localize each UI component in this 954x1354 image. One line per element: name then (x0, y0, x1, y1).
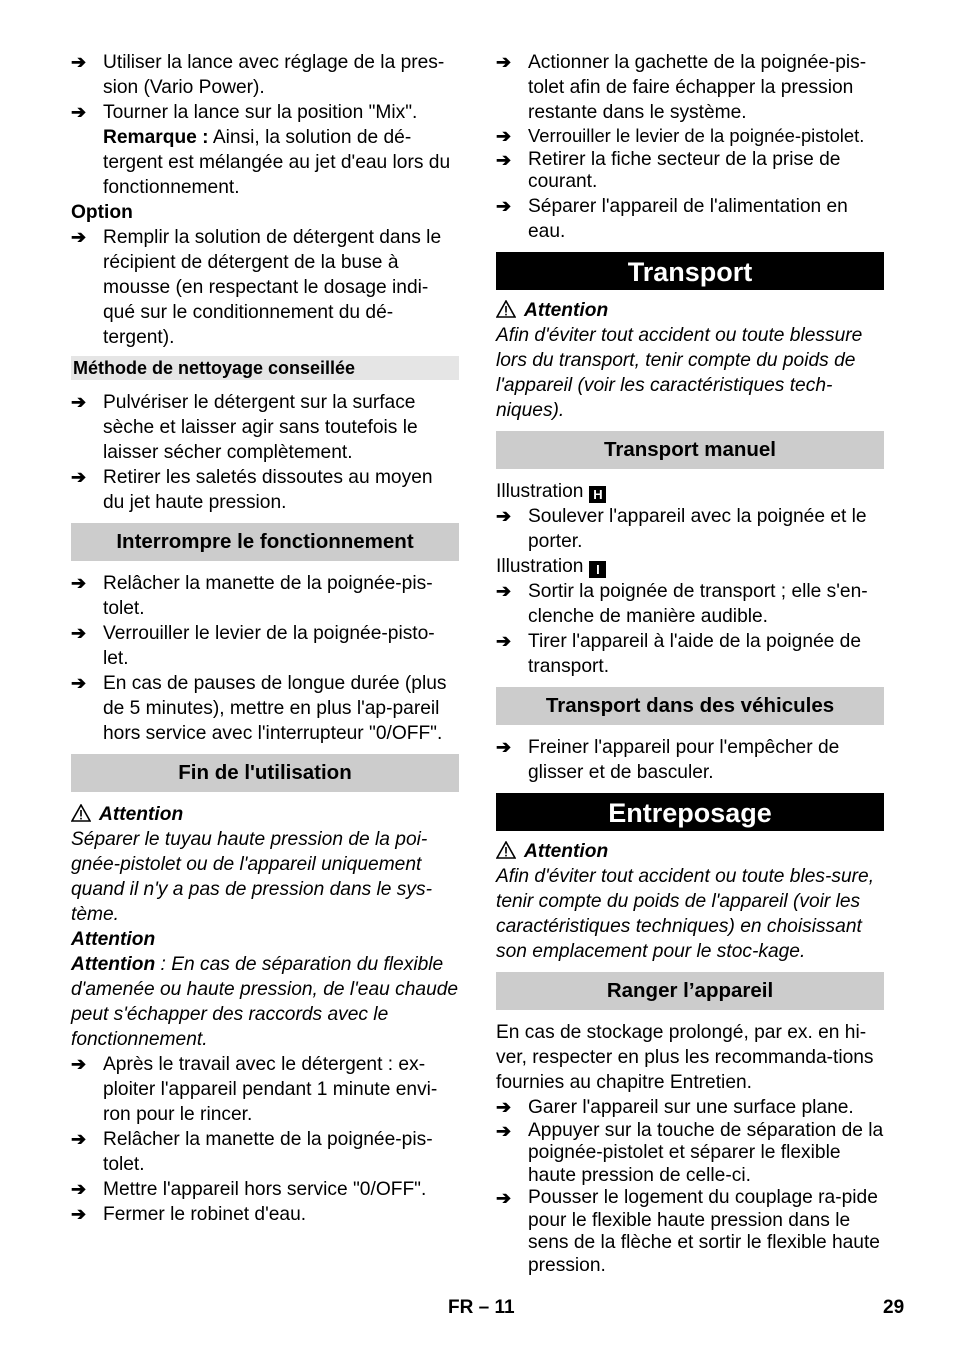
item-text: Séparer l'appareil de l'alimentation en eau. (528, 195, 848, 242)
item-text: En cas de pauses de longue durée (plus de 5 minutes), mettre en plus l'ap-pareil hors service avec l'interrupteur "0/OFF". (103, 673, 447, 744)
item-text: Relâcher la manette de la poignée-pis-tolet. (103, 1129, 433, 1175)
arrow-right-icon: ➔ (71, 1179, 87, 1199)
arrow-right-icon: ➔ (71, 673, 87, 693)
arrow-right-icon: ➔ (71, 467, 87, 487)
item-text: Pulvériser le détergent sur la surface sèche et laisser agir sans toutefois le laisser sécher complètement. (103, 392, 418, 463)
list-item (496, 629, 884, 679)
item-text: Soulever l'appareil avec la poignée et le porter. (528, 505, 867, 552)
arrow-right-icon: ➔ (496, 505, 512, 526)
item-text: Verrouiller le levier de la poignée-pisto-let. (103, 623, 435, 669)
figure-letter-badge: H (589, 486, 606, 503)
section-fin: Fin de l'utilisation (71, 754, 459, 792)
arrow-right-icon: ➔ (496, 630, 512, 651)
list-item (496, 735, 884, 785)
section-ranger: Ranger l’appareil (496, 972, 884, 1010)
arrow-right-icon: ➔ (71, 392, 87, 412)
option-heading: Option (71, 202, 133, 223)
section-transport: Transport (496, 252, 884, 290)
section-page-label: FR – 11 (448, 1297, 515, 1318)
warning-triangle-icon (71, 804, 91, 822)
list-item (71, 1127, 459, 1177)
page-number: 29 (883, 1297, 905, 1318)
item-text: Tourner la lance sur la position "Mix". (103, 102, 418, 123)
list-item (71, 1052, 459, 1127)
item-text: Pousser le logement du couplage ra-pide pour le flexible haute pression dans le sens de la flèche et sortir le flexible haute pression. (528, 1187, 880, 1276)
list-item (496, 1095, 884, 1120)
list-item (71, 1177, 459, 1202)
arrow-right-icon: ➔ (496, 580, 512, 601)
attention-heading: Attention (496, 298, 884, 323)
item-text: Freiner l'appareil pour l'empêcher de glisser et de basculer. (528, 736, 840, 783)
list-item (496, 125, 884, 149)
subheading-methode: Méthode de nettoyage conseillée (71, 356, 459, 380)
arrow-right-icon: ➔ (71, 52, 87, 72)
item-text: Actionner la gachette de la poignée-pis-tolet afin de faire échapper la pression restante dans le système. (528, 52, 867, 123)
list-item (71, 571, 459, 621)
warning-triangle-icon (496, 841, 516, 859)
arrow-right-icon: ➔ (496, 149, 512, 170)
item-text: Après le travail avec le détergent : ex-ploiter l'appareil pendant 1 minute envi-ron pour le rincer. (103, 1054, 438, 1125)
figure-letter-badge: I (589, 561, 606, 578)
attention-inline-label: Attention (71, 954, 156, 975)
attention-text: Afin d'éviter tout accident ou toute bles-sure, tenir compte du poids de l'appareil (voir les caractéristiques techniques) en choisissant son emplacement pour le stoc-kage. (496, 865, 875, 962)
item-text: Remplir la solution de détergent dans le récipient de détergent de la buse à mousse (en respectant le dosage indi-qué sur le conditionnement du dé-tergent). (103, 227, 442, 348)
attention-heading: Attention (71, 802, 459, 827)
attention-text: Attention : En cas de séparation du flexible d'amenée ou haute pression, de l'eau chaude peut s'échapper des raccords avec le fonctionnement. (71, 954, 459, 1050)
arrow-right-icon: ➔ (71, 1054, 87, 1074)
illustration-ref: Illustration I (496, 554, 884, 579)
list-item (71, 225, 459, 350)
arrow-right-icon: ➔ (496, 1096, 512, 1117)
item-text: Sortir la poignée de transport ; elle s'en-clenche de manière audible. (528, 580, 868, 627)
item-text: Fermer le robinet d'eau. (103, 1204, 307, 1225)
item-text: Retirer les saletés dissoutes au moyen du jet haute pression. (103, 467, 433, 513)
list-item (71, 465, 459, 515)
list-item (71, 671, 459, 746)
list-item (71, 1202, 459, 1227)
section-entreposage: Entreposage (496, 793, 884, 831)
arrow-right-icon: ➔ (71, 623, 87, 643)
item-text: Garer l'appareil sur une surface plane. (528, 1096, 854, 1118)
arrow-right-icon: ➔ (71, 573, 87, 593)
paragraph: En cas de stockage prolongé, par ex. en hi-ver, respecter en plus les recommanda-tions fournies au chapitre Entretien. (496, 1021, 874, 1093)
list-item (71, 390, 459, 465)
section-transport-manuel: Transport manuel (496, 431, 884, 469)
list-item (496, 194, 884, 244)
item-text: Utiliser la lance avec réglage de la pres-sion (Vario Power). (103, 52, 445, 98)
left-column (71, 50, 459, 1227)
list-item (496, 1120, 884, 1188)
list-item (71, 621, 459, 671)
attention-heading: Attention (71, 929, 156, 950)
warning-triangle-icon (496, 300, 516, 318)
section-transport-vehicules: Transport dans des véhicules (496, 687, 884, 725)
arrow-right-icon: ➔ (71, 1129, 87, 1149)
attention-heading: Attention (496, 839, 884, 864)
arrow-right-icon: ➔ (71, 1204, 87, 1224)
list-item (496, 579, 884, 629)
section-interrompre: Interrompre le fonctionnement (71, 523, 459, 561)
arrow-right-icon: ➔ (496, 52, 512, 72)
item-text: Verrouiller le levier de la poignée-pistolet. (528, 125, 865, 146)
attention-text: Afin d'éviter tout accident ou toute blessure lors du transport, tenir compte du poids de l'appareil (voir les caractéristiques tech-niques). (496, 324, 863, 421)
list-item (496, 504, 884, 554)
arrow-right-icon: ➔ (496, 1120, 512, 1141)
note-text: Ainsi, la solution de dé-tergent est mélangée au jet d'eau lors du fonctionnement. (103, 127, 451, 198)
arrow-right-icon: ➔ (71, 227, 87, 247)
arrow-right-icon: ➔ (496, 736, 512, 757)
arrow-right-icon: ➔ (496, 195, 512, 216)
arrow-right-icon: ➔ (71, 102, 87, 122)
item-text: Mettre l'appareil hors service "0/OFF". (103, 1179, 427, 1200)
attention-text: Séparer le tuyau haute pression de la poi-gnée-pistolet ou de l'appareil uniquement quand il n'y a pas de pression dans le sys-tème. (71, 829, 432, 925)
item-text: Relâcher la manette de la poignée-pis-tolet. (103, 573, 433, 619)
list-item (496, 50, 884, 125)
list-item (496, 149, 884, 194)
list-item (71, 50, 459, 100)
illustration-ref: Illustration H (496, 479, 884, 504)
arrow-right-icon: ➔ (496, 1188, 512, 1208)
item-text: Tirer l'appareil à l'aide de la poignée de transport. (528, 630, 862, 677)
right-column (496, 50, 884, 1277)
note-label: Remarque : (103, 127, 209, 148)
arrow-right-icon: ➔ (496, 126, 512, 146)
list-item (71, 100, 459, 200)
list-item (496, 1187, 884, 1277)
item-text: Appuyer sur la touche de séparation de la poignée-pistolet et séparer le flexible haute pression de celle-ci. (528, 1119, 884, 1186)
item-text: Retirer la fiche secteur de la prise de courant. (528, 148, 841, 192)
